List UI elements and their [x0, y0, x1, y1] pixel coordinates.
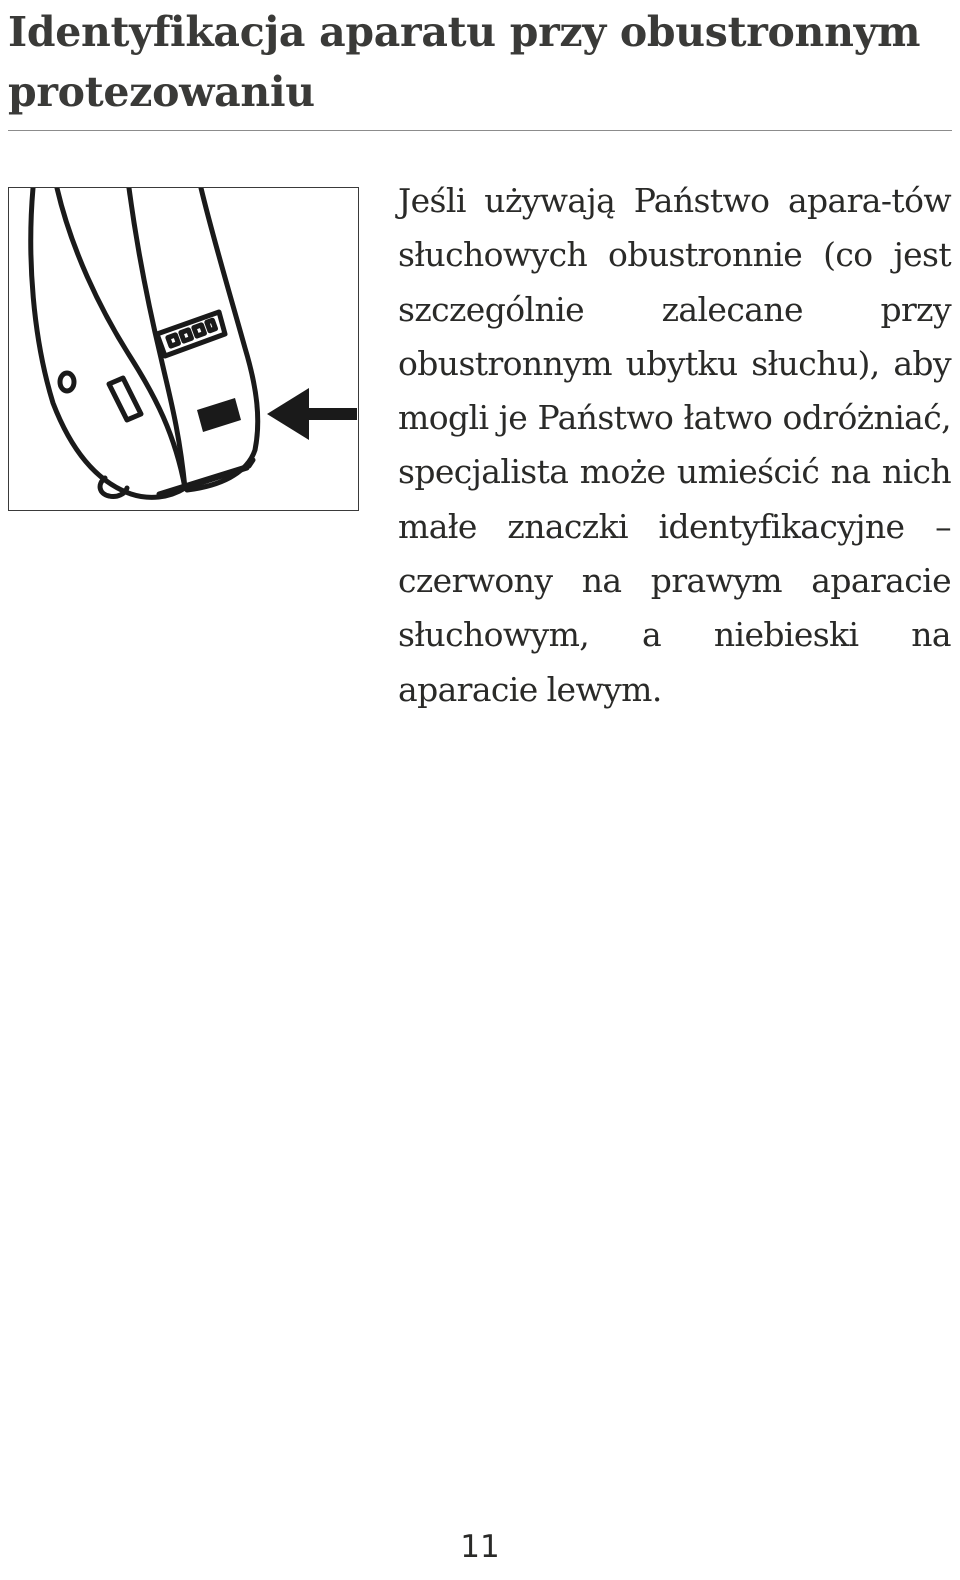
identification-marker	[197, 398, 241, 432]
arrow-left-icon	[267, 388, 357, 440]
page-number: 11	[460, 1529, 500, 1565]
hearing-aid-figure	[8, 187, 359, 511]
title-divider	[8, 130, 952, 131]
hearing-aid-casing	[187, 188, 258, 490]
body-paragraph: Jeśli używają Państwo apara-tów słuchowych obustronnie (co jest szczególnie zalecane przy obustronnym ubytku słuchu), aby mogli je Państwo łatwo odróżniać, specjalista może umieścić na nich małe znaczki identyfikacyjne – czerwony na prawym aparacie słuchowym, a niebieski na aparacie lewym.	[398, 181, 951, 709]
hearing-aid-icon	[9, 188, 357, 509]
page-title: Identyfikacja aparatu przy obustronnym protezowaniu	[8, 8, 921, 116]
hearing-aid-button	[60, 373, 74, 391]
battery-door	[109, 378, 141, 420]
